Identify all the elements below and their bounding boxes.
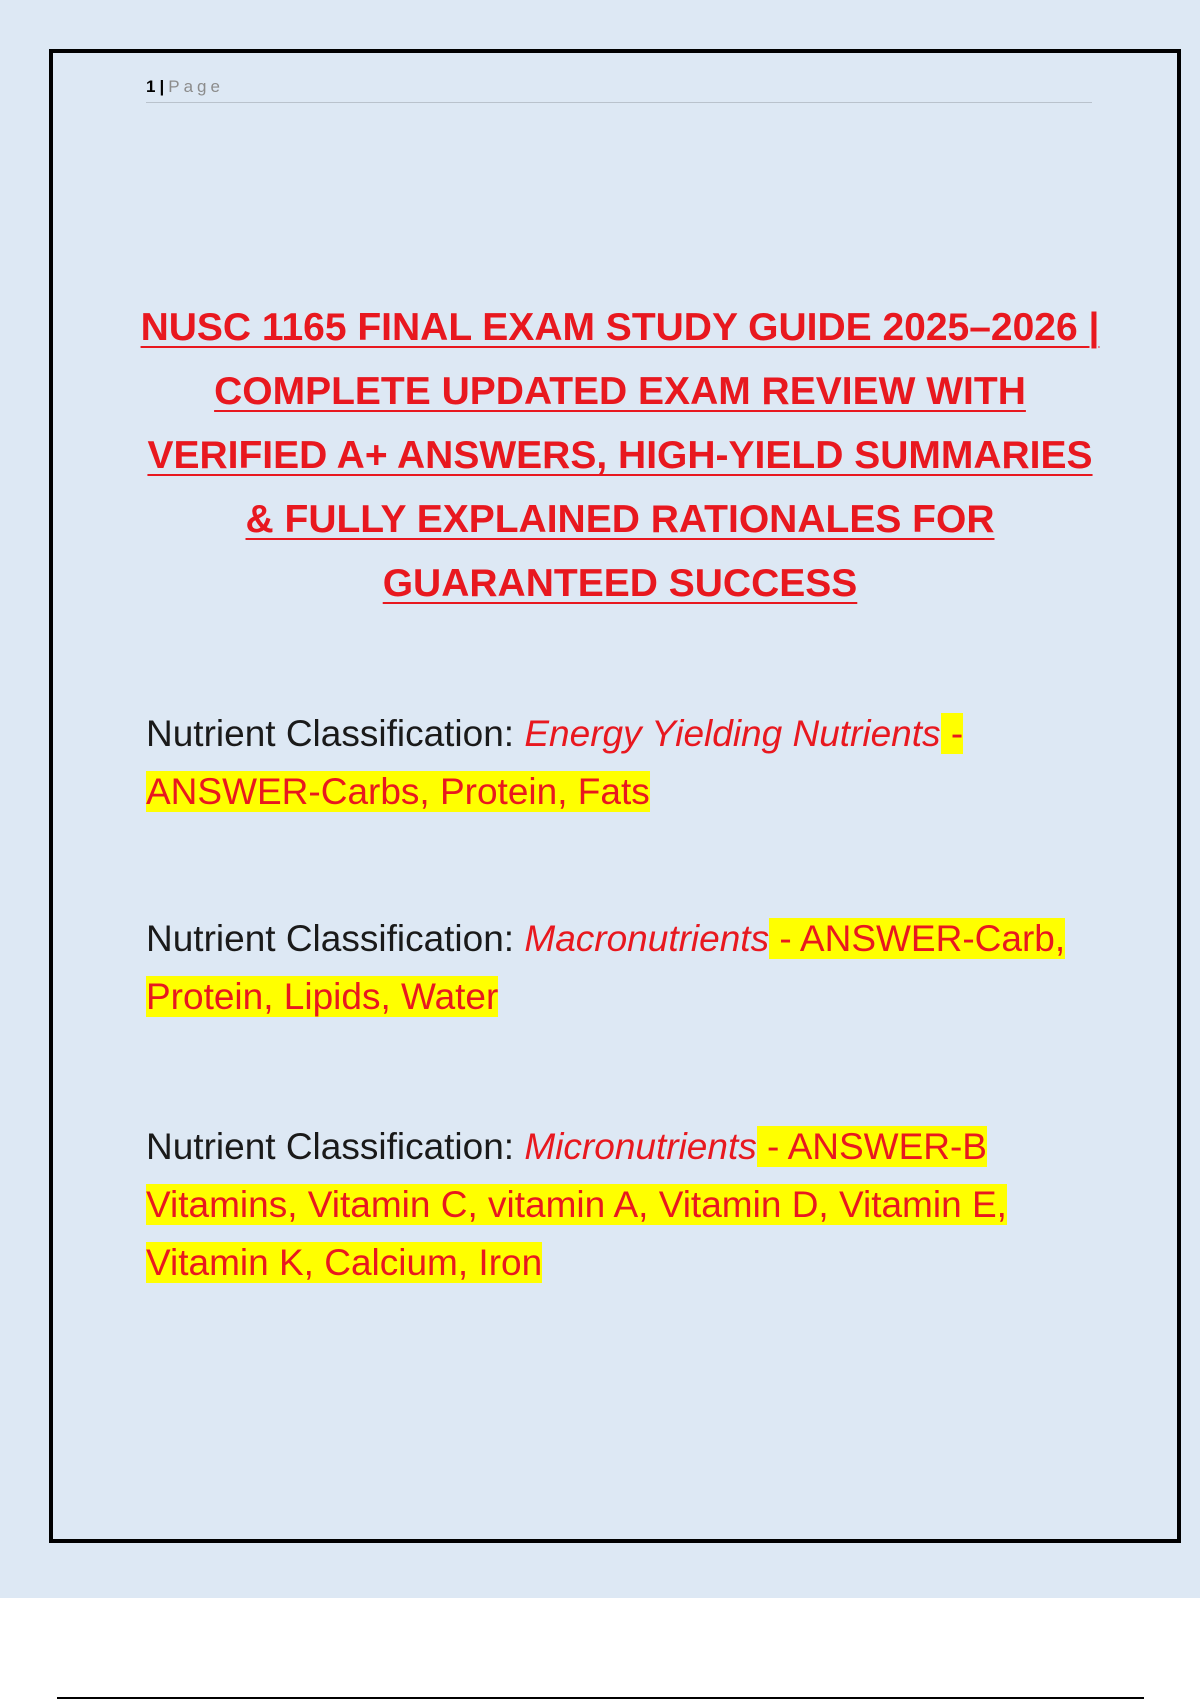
question-prompt: Nutrient Classification: [146, 918, 525, 959]
page-number: 1 [146, 77, 156, 96]
question-answer: - ANSWER-B Vitamins, Vitamin C, vitamin A, Vitamin D, Vitamin E, Vitamin K, Calcium, Iron [146, 1126, 1007, 1283]
page-separator: | [159, 77, 165, 96]
question-micronutrients [146, 1118, 1076, 1292]
question-term: Energy Yielding Nutrients [524, 713, 941, 754]
footer-rule [57, 1697, 1144, 1699]
question-macronutrients [146, 910, 1076, 1026]
document-title: NUSC 1165 FINAL EXAM STUDY GUIDE 2025–2026 | COMPLETE UPDATED EXAM REVIEW WITH VERIFIED A+ ANSWERS, HIGH-YIELD SUMMARIES & FULLY EXPLAINED RATIONALES FOR GUARANTEED SUCCESS [140, 306, 1100, 605]
question-answer: - ANSWER-Carb, Protein, Lipids, Water [146, 918, 1066, 1017]
question-prompt: Nutrient Classification: [146, 713, 525, 754]
question-answer: - ANSWER-Carbs, Protein, Fats [146, 713, 964, 812]
question-energy-yielding [146, 705, 1076, 821]
question-term: Micronutrients [524, 1126, 757, 1167]
page-header [146, 74, 1092, 103]
question-term: Macronutrients [524, 918, 770, 959]
question-prompt: Nutrient Classification: [146, 1126, 525, 1167]
page-label: Page [168, 77, 224, 96]
